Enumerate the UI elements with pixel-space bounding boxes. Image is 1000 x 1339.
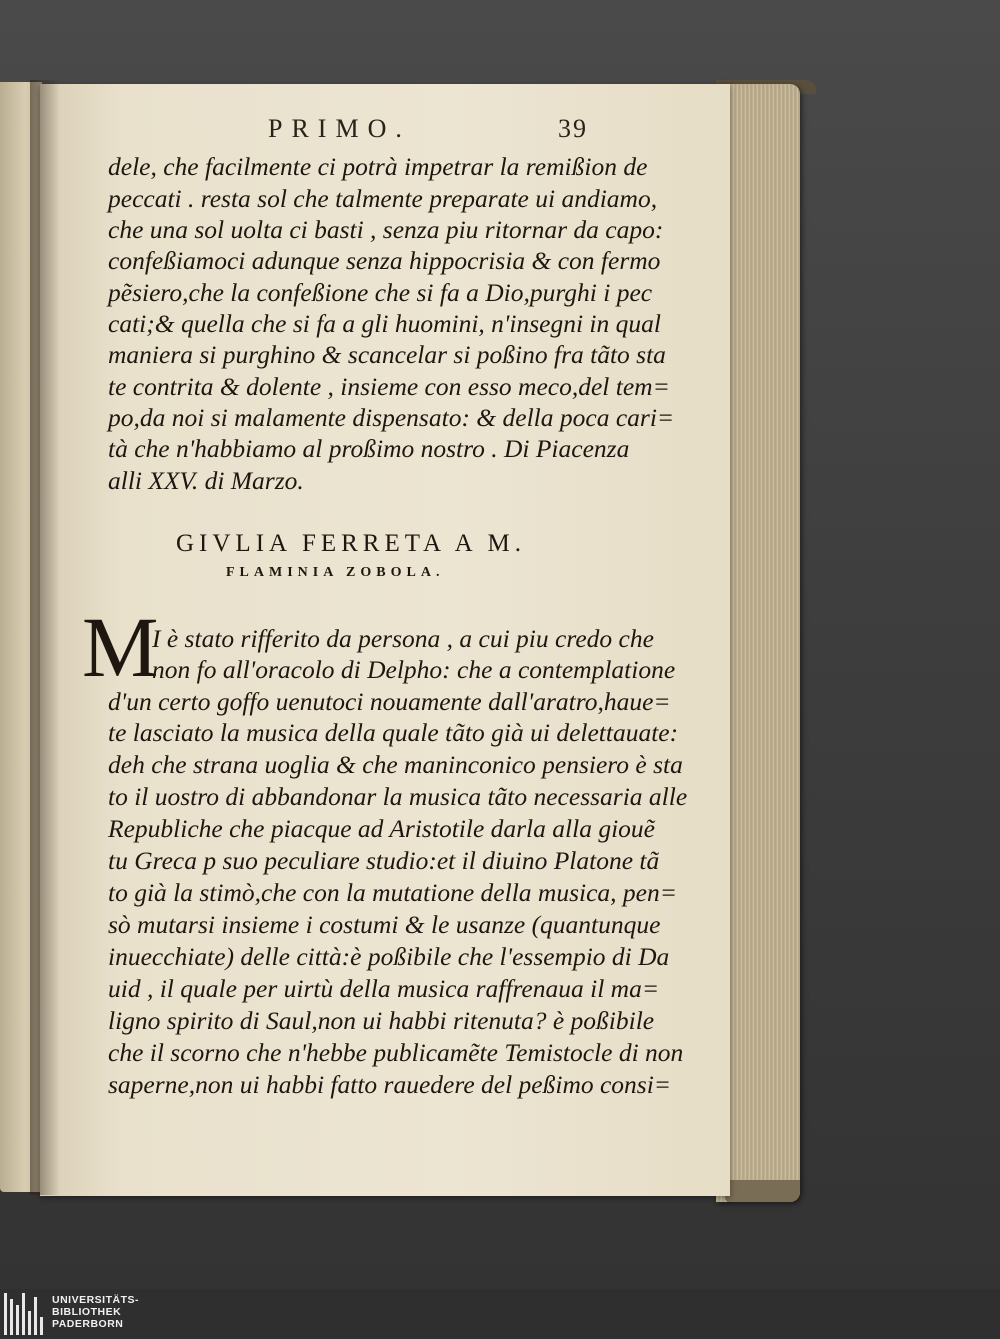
text-line: te lasciato la musica della quale tãto già ui delettauate:: [108, 718, 679, 747]
letter-subtitle: FLAMINIA ZOBOLA.: [226, 565, 445, 580]
drop-cap: M: [82, 599, 159, 695]
text-line: po,da noi si malamente dispensato: & della poca cari=: [108, 403, 675, 432]
text-line: confeßiamoci adunque senza hippocrisia & con fermo: [108, 246, 661, 275]
text-line: alli XXV. di Marzo.: [108, 466, 304, 495]
library-logo-icon: [4, 1293, 44, 1335]
page-header: [268, 114, 608, 148]
text-line: Republiche che piacque ad Aristotile darla alla giouẽ: [108, 814, 655, 843]
text-line: to il uostro di abbandonar la musica tãto necessaria alle: [108, 782, 688, 811]
text-line: d'un certo goffo uenutoci nouamente dall'aratro,haue=: [108, 687, 671, 716]
book-cover-bottom: [725, 1180, 800, 1202]
text-line: I è stato rifferito da persona , a cui piu credo che: [152, 624, 654, 653]
running-head: PRIMO.: [268, 114, 411, 143]
gutter-shadow: [30, 80, 60, 1195]
library-logo-text: [52, 1294, 139, 1330]
text-line: cati;& quella che si fa a gli huomini, n'insegni in qual: [108, 309, 661, 338]
text-line: dele, che facilmente ci potrà impetrar la remißion de: [108, 152, 648, 181]
logo-line: PADERBORN: [52, 1318, 124, 1330]
text-line: inuecchiate) delle città:è poßibile che l'essempio di Da: [108, 942, 670, 971]
text-line: che il scorno che n'hebbe publicamẽte Temistocle di non: [108, 1038, 684, 1067]
library-footer: [0, 1289, 1000, 1339]
text-line: non fo all'oracolo di Delpho: che a contemplatione: [152, 655, 676, 684]
text-line: to già la stimò,che con la mutatione della musica, pen=: [108, 878, 677, 907]
logo-line: BIBLIOTHEK: [52, 1306, 122, 1318]
text-line: uid , il quale per uirtù della musica raffrenaua il ma=: [108, 974, 660, 1003]
text-line: che una sol uolta ci basti , senza piu ritornar da capo:: [108, 215, 664, 244]
page-number: 39: [558, 114, 588, 143]
text-line: tà che n'habbiamo al proßimo nostro . Di Piacenza: [108, 434, 630, 463]
text-line: saperne,non ui habbi fatto rauedere del peßimo consi=: [108, 1070, 672, 1099]
text-line: maniera si purghino & scancelar si poßino fra tãto sta: [108, 340, 666, 369]
letter-title: GIVLIA FERRETA A M.: [176, 530, 526, 557]
text-line: tu Greca p suo peculiare studio:et il diuino Platone tã: [108, 846, 660, 875]
text-line: deh che strana uoglia & che maninconico pensiero è sta: [108, 750, 683, 779]
logo-line: UNIVERSITÄTS-: [52, 1294, 140, 1306]
text-line: sò mutarsi insieme i costumi & le usanze (quantunque: [108, 910, 661, 939]
text-line: te contrita & dolente , insieme con esso meco,del tem=: [108, 372, 670, 401]
text-line: peccati . resta sol che talmente preparate ui andiamo,: [108, 184, 658, 213]
text-line: pẽsiero,che la confeßione che si fa a Dio,purghi i pec: [108, 278, 653, 307]
text-line: ligno spirito di Saul,non ui habbi ritenuta? è poßibile: [108, 1006, 655, 1035]
